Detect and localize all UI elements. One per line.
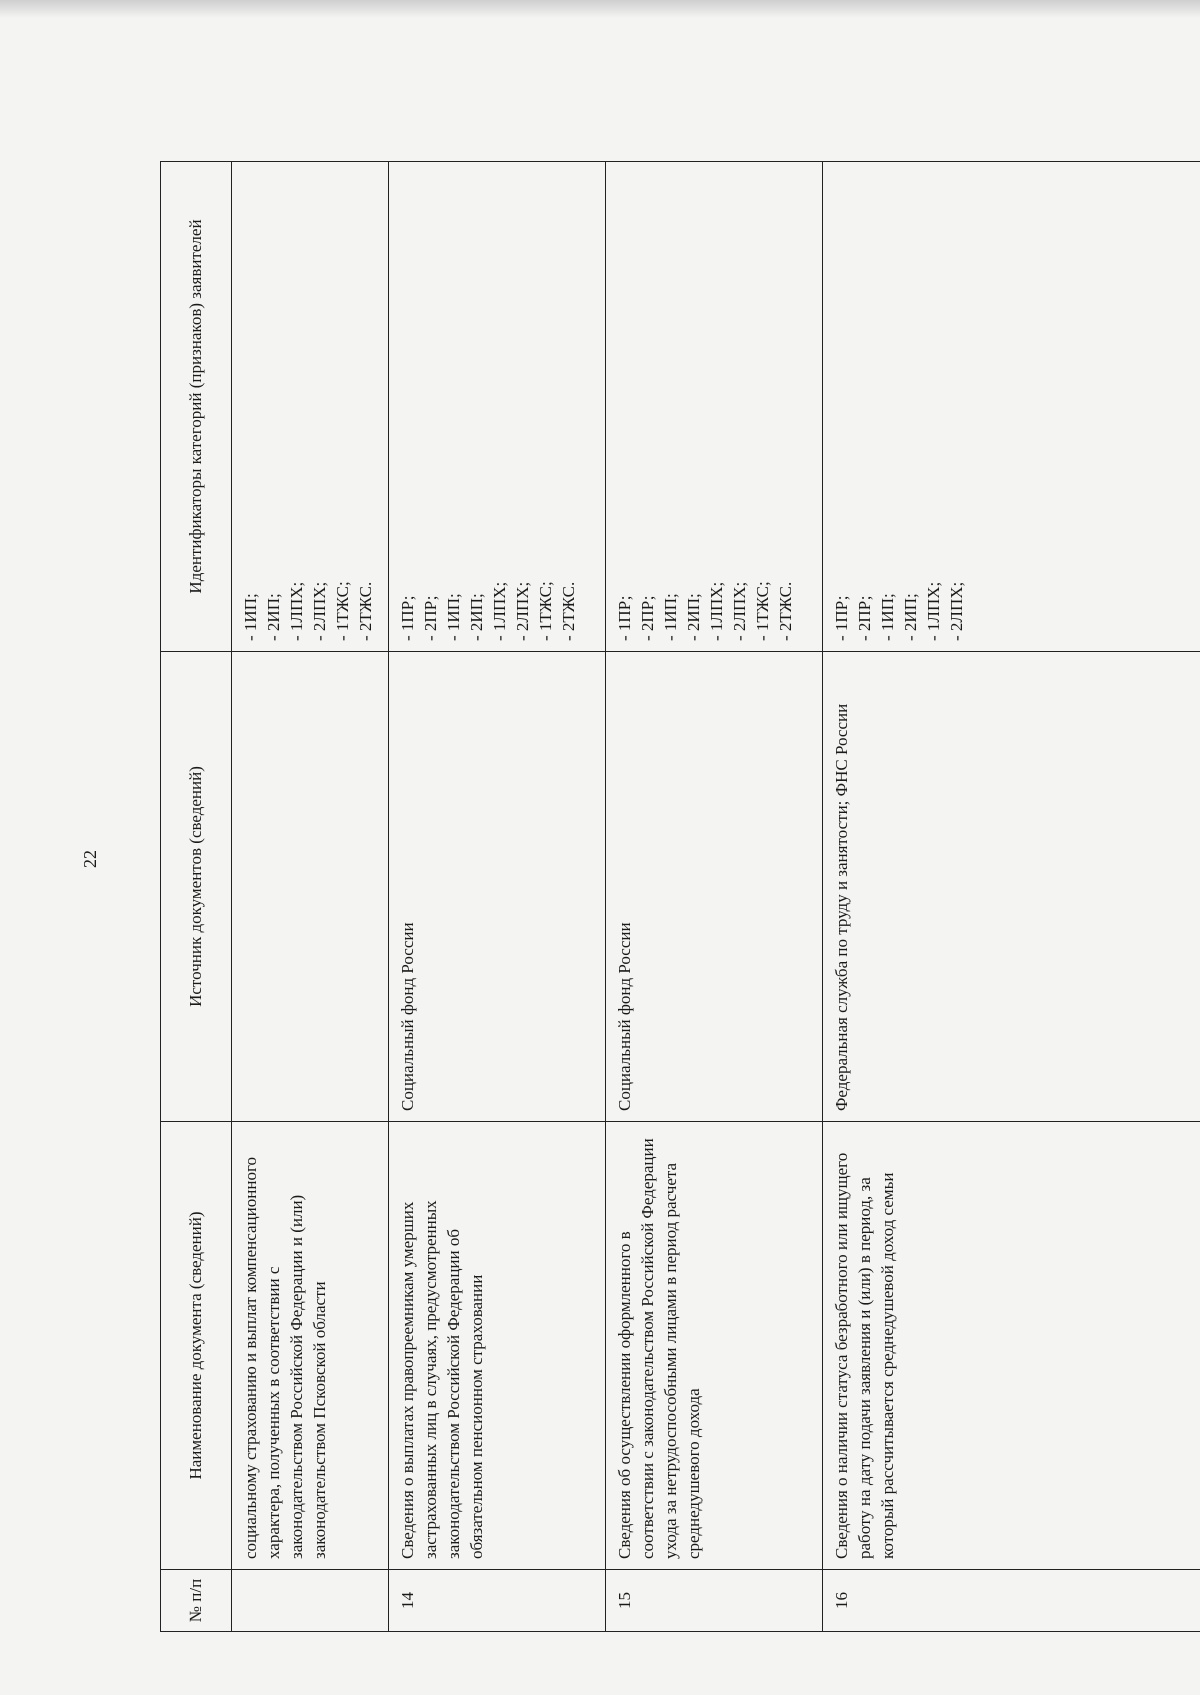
row-name: социальному страхованию и выплат компенсационного характера, полученных в соответствии с законодательством Российской Федерации и (или) законодательством Псковской области — [232, 1122, 389, 1570]
row-source: Социальный фонд России — [606, 652, 823, 1122]
id-item: - 1ТЖС; — [535, 581, 555, 641]
row-ids — [823, 162, 1200, 652]
id-item: - 2ЛПХ; — [512, 581, 532, 641]
row-name: Сведения о наличии статуса безработного или ищущего работу на дату подачи заявления и (или) в период, за который рассчитывается среднедушевой доход семьи — [823, 1122, 1200, 1570]
ids-list — [831, 172, 969, 641]
rotated-page-content — [160, 162, 1200, 1632]
ids-list — [397, 172, 581, 641]
row-ids — [606, 162, 823, 652]
row-source: Федеральная служба по труду и занятости; ФНС России — [823, 652, 1200, 1122]
id-item: - 2ТЖС. — [355, 581, 375, 641]
id-item: - 1ЛПХ; — [489, 581, 509, 641]
id-item: - 1ИП; — [660, 593, 680, 641]
ids-list — [614, 172, 798, 641]
table-row — [823, 162, 1200, 1632]
id-item: - 2ИП; — [900, 593, 920, 641]
id-item: - 2ПР; — [637, 595, 657, 641]
id-item: - 2ИП; — [683, 593, 703, 641]
scan-edge — [0, 0, 1200, 18]
id-item: - 2ТЖС. — [775, 581, 795, 641]
id-item: - 2ПР; — [854, 595, 874, 641]
row-name: Сведения о выплатах правопреемникам умерших застрахованных лиц в случаях, предусмотренных законодательством Российской Федерации об обязательном пенсионном страховании — [389, 1122, 606, 1570]
id-item: - 2ТЖС. — [558, 581, 578, 641]
table-header-row — [161, 162, 232, 1632]
row-num — [232, 1570, 389, 1632]
id-item: - 1ЛПХ; — [706, 581, 726, 641]
row-source — [232, 652, 389, 1122]
id-item: - 1ПР; — [615, 595, 634, 641]
id-item: - 1ИП; — [877, 593, 897, 641]
id-item: - 2ИП; — [263, 593, 283, 641]
row-num: 16 — [823, 1570, 1200, 1632]
header-num: № п/п — [161, 1570, 232, 1632]
row-num: 14 — [389, 1570, 606, 1632]
row-num: 15 — [606, 1570, 823, 1632]
page-number: 22 — [80, 850, 100, 868]
id-item: - 1ПР; — [398, 595, 417, 641]
id-item: - 2ЛПХ; — [729, 581, 749, 641]
id-item: - 1ЛПХ; — [923, 581, 943, 641]
id-item: - 2ЛПХ; — [946, 581, 966, 641]
row-ids — [232, 162, 389, 652]
id-item: - 1ИП; — [443, 593, 463, 641]
id-item: - 1ТЖС; — [332, 581, 352, 641]
row-name: Сведения об осуществлении оформленного в соответствии с законодательством Российской Федерации ухода за нетрудоспособными лицами в период расчета среднедушевого дохода — [606, 1122, 823, 1570]
id-item: - 1ТЖС; — [752, 581, 772, 641]
ids-list — [240, 172, 378, 641]
row-source: Социальный фонд России — [389, 652, 606, 1122]
id-item: - 1ИП; — [241, 593, 260, 641]
header-ids: Идентификаторы категорий (признаков) заявителей — [161, 162, 232, 652]
table-row — [606, 162, 823, 1632]
id-item: - 1ПР; — [832, 595, 851, 641]
row-ids — [389, 162, 606, 652]
id-item: - 1ЛПХ; — [286, 581, 306, 641]
id-item: - 2ЛПХ; — [309, 581, 329, 641]
header-source: Источник документов (сведений) — [161, 652, 232, 1122]
documents-table — [160, 161, 1200, 1632]
table-row — [232, 162, 389, 1632]
table-row — [389, 162, 606, 1632]
header-name: Наименование документа (сведений) — [161, 1122, 232, 1570]
id-item: - 2ПР; — [420, 595, 440, 641]
id-item: - 2ИП; — [466, 593, 486, 641]
